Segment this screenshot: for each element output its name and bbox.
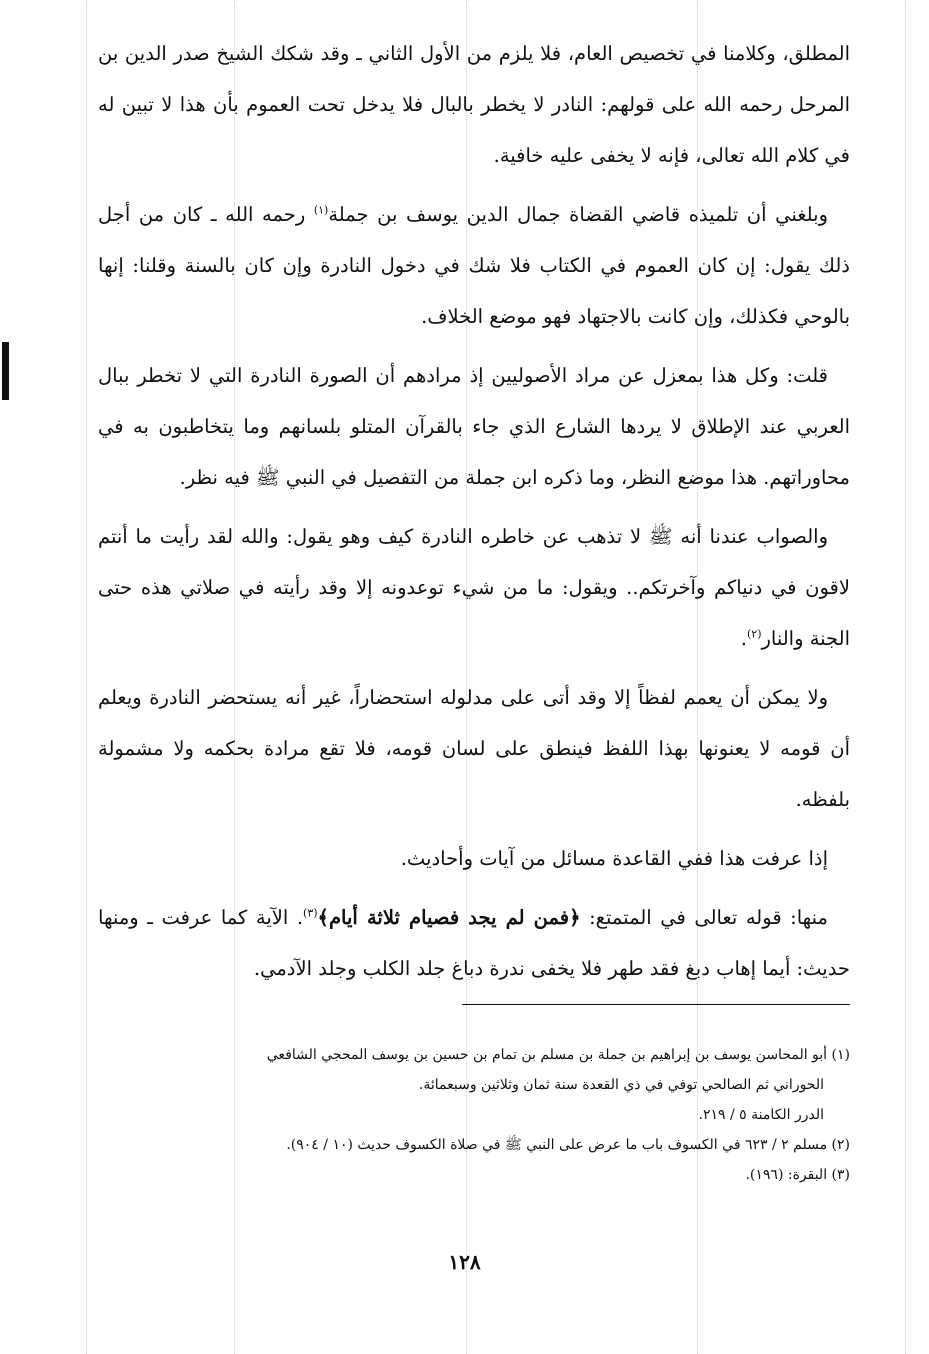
paragraph-text: . [740,627,747,650]
paragraph [98,28,850,181]
paragraph [98,189,850,342]
footnotes [98,1040,850,1190]
paragraph [98,892,850,994]
paragraph-text: منها: قوله تعالى في المتمتع: [580,906,829,929]
page-number: ١٢٨ [448,1250,481,1274]
paragraph [98,672,850,825]
paragraph-text: والصواب عندنا أنه ﷺ لا تذهب عن خاطره النادرة كيف وهو يقول: والله لقد رأيت ما أنتم لاقون في دنياكم وآخرتكم.. ويقول: ما من شيء توعدونه إلا وقد رأيته في صلاتي هذه حتى الجنة والنار [98,525,850,650]
paragraph-text: قلت: وكل هذا بمعزل عن مراد الأصوليين إذ مرادهم أن الصورة النادرة التي لا تخطر ببال العربي عند الإطلاق لا يردها الشارع الذي جاء بالقرآن المتلو بلسانهم وما يتخاطبون به في محاوراتهم. هذا موضع النظر، وما ذكره ابن جملة من التفصيل في النبي ﷺ فيه نظر. [98,364,850,489]
quran-quote: ﴿فمن لم يجد فصيام ثلاثة أيام﴾ [317,906,581,929]
footnote-marker: (٣) [303,906,318,920]
paragraph-text: إذا عرفت هذا ففي القاعدة مسائل من آيات وأحاديث. [400,847,828,870]
paragraph-text: المطلق، وكلامنا في تخصيص العام، فلا يلزم من الأول الثاني ـ وقد شكك الشيخ صدر الدين بن المرحل رحمه الله على قولهم: النادر لا يخطر بالبال فلا يدخل تحت العموم بأن هذا لا تبين له في كلام الله تعالى، فإنه لا يخفى عليه خافية. [98,42,850,167]
footnote-line: الحوراني ثم الصالحي توفي في ذي القعدة سنة ثمان وثلاثين وسبعمائة. [418,1077,824,1093]
footnote-marker: (٢) [746,627,762,641]
footnote-separator [462,1004,850,1005]
footnote-line: (١) أبو المحاسن يوسف بن إبراهيم بن جملة بن مسلم بن تمام بن حسين بن يوسف المحجي الشافعي [266,1047,850,1063]
paragraph [98,511,850,664]
paragraph-text: رحمه الله ـ كان من أجل ذلك يقول: إن كان العموم في الكتاب فلا شك في دخول النادرة وإن كان بالسنة وقلنا: إنها بالوحي فكذلك، وإن كانت بالاجتهاد فهو موضع الخلاف. [98,203,850,328]
footnote-marker: (١) [313,203,329,217]
paragraph [98,833,850,884]
paragraph-text: ولا يمكن أن يعمم لفظاً إلا وقد أتى على مدلوله استحضاراً، غير أنه يستحضر النادرة ويعلم أن قومه لا يعنونها بهذا اللفظ فينطق على لسان قومه، فلا تقع مرادة بحكمه ولا مشمولة بلفظه. [98,686,850,811]
scan-guide-line [905,0,906,1354]
main-text [98,28,850,994]
paragraph-text: . الآية كما عرفت ـ ومنها حديث: أيما إهاب دبغ فقد طهر فلا يخفى ندرة دباغ جلد الكلب وجلد الآدمي. [98,906,850,980]
footnote-line: (٣) البقرة: (١٩٦). [745,1167,850,1183]
scan-margin-mark [2,342,9,400]
footnote-line: الدرر الكامنة ٥ / ٢١٩. [698,1107,824,1123]
scan-guide-line [86,0,87,1354]
paragraph-text: وبلغني أن تلميذه قاضي القضاة جمال الدين يوسف بن جملة [328,203,828,226]
footnote-line: (٢) مسلم ٢ / ٦٢٣ في الكسوف باب ما عرض على النبي ﷺ في صلاة الكسوف حديث (١٠ / ٩٠٤). [286,1137,850,1153]
paragraph [98,350,850,503]
